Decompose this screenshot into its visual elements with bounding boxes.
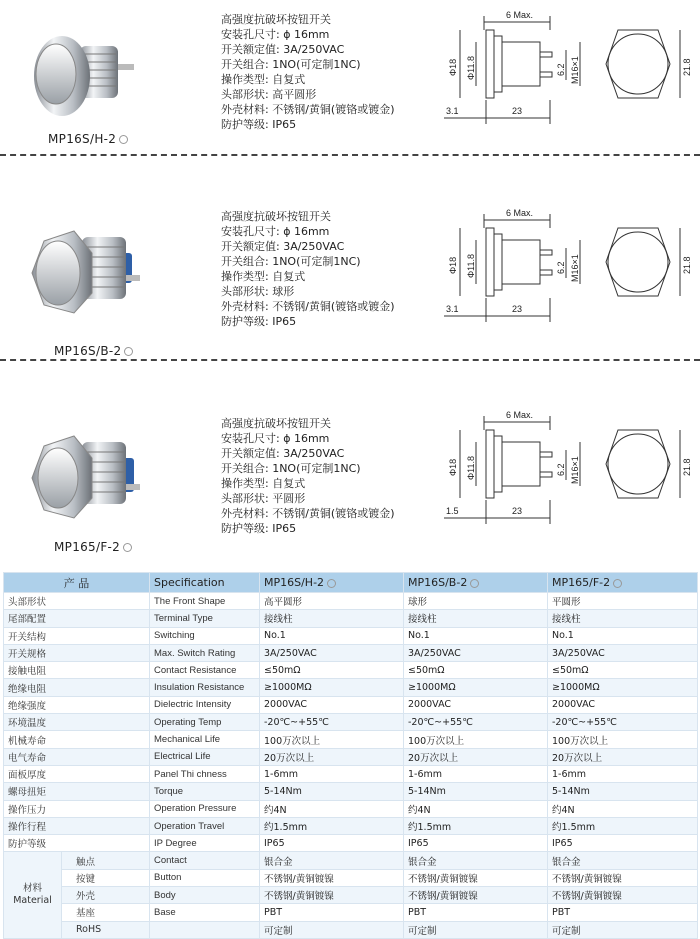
cell-value: -20℃~+55℃: [404, 714, 548, 731]
cell-value: 接线柱: [260, 610, 404, 627]
cell-value: 5-14Nm: [260, 783, 404, 800]
table-row: [4, 869, 698, 886]
dim-term-label: 6.2: [556, 63, 566, 76]
cell-value: 高平圆形: [260, 593, 404, 610]
spec-line: 外壳材料: 不锈钢/黄铜(镀铬或镀金): [221, 507, 395, 520]
product-specs: [221, 416, 395, 536]
spec-line: 头部形状: 平圆形: [221, 492, 306, 505]
table-row: [4, 887, 698, 904]
dim-hex-label: 21.8: [682, 256, 692, 274]
cell-value: 不锈钢/黄铜镀镍: [548, 869, 698, 886]
cell-value: 接线柱: [404, 610, 548, 627]
dim-length-label: 23: [512, 304, 523, 314]
table-header-row: [4, 573, 698, 593]
header-specification: Specification: [150, 573, 260, 593]
dim-hex-label: 21.8: [682, 458, 692, 476]
cell-value: 1-6mm: [260, 765, 404, 782]
product-section-2: [0, 195, 700, 365]
dim-left-label: 3.1: [446, 304, 459, 314]
product-specs: [221, 209, 395, 329]
cell-value: 2000VAC: [404, 696, 548, 713]
cell-value: 银合金: [404, 852, 548, 869]
row-label-cn: 操作压力: [4, 800, 150, 817]
table-row: [4, 627, 698, 644]
table-row: [4, 610, 698, 627]
material-part-en: Contact: [150, 852, 260, 869]
dim-term-label: 6.2: [556, 463, 566, 476]
dim-inner-label: Φ11.8: [466, 253, 476, 278]
cell-value: ≤50mΩ: [404, 662, 548, 679]
row-label-en: Dielectric Intensity: [150, 696, 260, 713]
dim-length-label: 23: [512, 106, 523, 116]
spec-line: 安装孔尺寸: ϕ 16mm: [221, 225, 330, 238]
specification-table: [3, 572, 698, 939]
spec-line: 高强度抗破坏按钮开关: [221, 13, 331, 26]
row-label-en: Panel Thi chness: [150, 765, 260, 782]
dim-top-label: 6 Max.: [506, 208, 534, 218]
table-row: [4, 921, 698, 938]
cell-value: No.1: [260, 627, 404, 644]
row-label-en: Contact Resistance: [150, 662, 260, 679]
dim-thread-label: M16×1: [570, 456, 580, 484]
table-row: [4, 714, 698, 731]
dim-thread-label: M16×1: [570, 56, 580, 84]
row-label-cn: 接触电阻: [4, 662, 150, 679]
material-part-en: Base: [150, 904, 260, 921]
table-row: [4, 696, 698, 713]
spec-line: 防护等级: IP65: [221, 522, 297, 535]
cell-value: 5-14Nm: [404, 783, 548, 800]
material-group-label: [4, 852, 62, 938]
row-label-en: IP Degree: [150, 835, 260, 852]
material-part-en: Body: [150, 887, 260, 904]
row-label-en: Max. Switch Rating: [150, 644, 260, 661]
product-specs: [221, 12, 395, 132]
product-model-label: MP16S/H-2: [48, 132, 128, 146]
table-row: [4, 662, 698, 679]
product-section-1: [0, 0, 700, 170]
switch-photo-flat: [22, 418, 142, 528]
cell-value: 3A/250VAC: [260, 644, 404, 661]
dim-hex-label: 21.8: [682, 58, 692, 76]
spec-line: 操作类型: 自复式: [221, 73, 306, 86]
row-label-cn: 螺母扭矩: [4, 783, 150, 800]
circle-icon: [613, 579, 622, 588]
table-row: [4, 593, 698, 610]
cell-value: 接线柱: [548, 610, 698, 627]
cell-value: 不锈钢/黄铜镀镍: [260, 869, 404, 886]
dim-left-label: 3.1: [446, 106, 459, 116]
cell-value: 约1.5mm: [548, 817, 698, 834]
product-model-label: MP16S/B-2: [54, 344, 133, 358]
material-part-cn: 基座: [62, 904, 150, 921]
table-row: [4, 835, 698, 852]
cell-value: 球形: [404, 593, 548, 610]
dim-inner-label: Φ11.8: [466, 55, 476, 80]
dim-term-label: 6.2: [556, 261, 566, 274]
cell-value: 约4N: [404, 800, 548, 817]
cell-value: PBT: [404, 904, 548, 921]
row-label-en: Electrical Life: [150, 748, 260, 765]
spec-line: 高强度抗破坏按钮开关: [221, 417, 331, 430]
spec-line: 开关额定值: 3A/250VAC: [221, 43, 345, 56]
spec-line: 头部形状: 球形: [221, 285, 295, 298]
cell-value: 约1.5mm: [404, 817, 548, 834]
header-model-3: MP165/F-2: [548, 573, 698, 593]
cell-value: 不锈钢/黄铜镀镍: [404, 887, 548, 904]
circle-icon: [470, 579, 479, 588]
row-label-cn: 电气寿命: [4, 748, 150, 765]
row-label-cn: 头部形状: [4, 593, 150, 610]
cell-value: 不锈钢/黄铜镀镍: [404, 869, 548, 886]
spec-line: 操作类型: 自复式: [221, 477, 306, 490]
cell-value: No.1: [548, 627, 698, 644]
cell-value: 不锈钢/黄铜镀镍: [260, 887, 404, 904]
cell-value: IP65: [548, 835, 698, 852]
cell-value: ≥1000MΩ: [260, 679, 404, 696]
row-label-en: Operating Temp: [150, 714, 260, 731]
material-part-en: Button: [150, 869, 260, 886]
cell-value: 1-6mm: [548, 765, 698, 782]
spec-line: 安装孔尺寸: ϕ 16mm: [221, 432, 330, 445]
dimension-drawing: [430, 198, 700, 328]
cell-value: 可定制: [404, 921, 548, 938]
cell-value: 可定制: [548, 921, 698, 938]
cell-value: 2000VAC: [260, 696, 404, 713]
spec-line: 开关组合: 1NO(可定制1NC): [221, 58, 361, 71]
cell-value: IP65: [260, 835, 404, 852]
table-row: [4, 783, 698, 800]
cell-value: 约4N: [260, 800, 404, 817]
row-label-en: Terminal Type: [150, 610, 260, 627]
spec-line: 开关组合: 1NO(可定制1NC): [221, 462, 361, 475]
material-part-cn: 按键: [62, 869, 150, 886]
dim-length-label: 23: [512, 506, 523, 516]
spec-line: 防护等级: IP65: [221, 118, 297, 131]
product-model-label: MP165/F-2: [54, 540, 132, 554]
row-label-cn: 尾部配置: [4, 610, 150, 627]
cell-value: 平圆形: [548, 593, 698, 610]
row-label-cn: 绝缘强度: [4, 696, 150, 713]
row-label-cn: 环境温度: [4, 714, 150, 731]
cell-value: PBT: [548, 904, 698, 921]
table-row: [4, 644, 698, 661]
switch-photo-high-flat: [22, 18, 142, 128]
material-part-cn: 触点: [62, 852, 150, 869]
row-label-cn: 开关结构: [4, 627, 150, 644]
spec-line: 操作类型: 自复式: [221, 270, 306, 283]
cell-value: 100万次以上: [404, 731, 548, 748]
cell-value: PBT: [260, 904, 404, 921]
spec-line: 头部形状: 高平圆形: [221, 88, 317, 101]
dim-top-label: 6 Max.: [506, 10, 534, 20]
circle-icon: [123, 543, 132, 552]
table-row: [4, 731, 698, 748]
cell-value: -20℃~+55℃: [260, 714, 404, 731]
section-divider: [0, 359, 700, 361]
row-label-en: Operation Pressure: [150, 800, 260, 817]
row-label-en: Torque: [150, 783, 260, 800]
table-row: [4, 904, 698, 921]
row-label-en: Operation Travel: [150, 817, 260, 834]
dim-outer-label: Φ18: [448, 458, 458, 476]
material-label-cn: 材料: [22, 883, 42, 895]
cell-value: 约4N: [548, 800, 698, 817]
header-product: 产 品: [4, 573, 150, 593]
spec-line: 高强度抗破坏按钮开关: [221, 210, 331, 223]
header-model-2: MP16S/B-2: [404, 573, 548, 593]
table-row: [4, 748, 698, 765]
cell-value: 可定制: [260, 921, 404, 938]
cell-value: -20℃~+55℃: [548, 714, 698, 731]
cell-value: 100万次以上: [260, 731, 404, 748]
cell-value: 20万次以上: [404, 748, 548, 765]
cell-value: 2000VAC: [548, 696, 698, 713]
row-label-cn: 操作行程: [4, 817, 150, 834]
cell-value: IP65: [404, 835, 548, 852]
dim-inner-label: Φ11.8: [466, 455, 476, 480]
cell-value: No.1: [404, 627, 548, 644]
spec-line: 防护等级: IP65: [221, 315, 297, 328]
cell-value: 100万次以上: [548, 731, 698, 748]
product-section-3: [0, 400, 700, 570]
table-row: [4, 852, 698, 869]
cell-value: 约1.5mm: [260, 817, 404, 834]
circle-icon: [327, 579, 336, 588]
section-divider: [0, 154, 700, 156]
cell-value: 银合金: [260, 852, 404, 869]
material-part-en: [150, 921, 260, 938]
cell-value: ≥1000MΩ: [548, 679, 698, 696]
cell-value: 20万次以上: [548, 748, 698, 765]
table-row: [4, 679, 698, 696]
dimension-drawing: [430, 400, 700, 530]
circle-icon: [119, 135, 128, 144]
dim-outer-label: Φ18: [448, 58, 458, 76]
spec-line: 开关额定值: 3A/250VAC: [221, 240, 345, 253]
row-label-en: Insulation Resistance: [150, 679, 260, 696]
cell-value: 5-14Nm: [548, 783, 698, 800]
row-label-en: The Front Shape: [150, 593, 260, 610]
cell-value: ≤50mΩ: [548, 662, 698, 679]
dimension-drawing: [430, 0, 700, 130]
dim-left-label: 1.5: [446, 506, 459, 516]
row-label-cn: 防护等级: [4, 835, 150, 852]
cell-value: 银合金: [548, 852, 698, 869]
cell-value: ≤50mΩ: [260, 662, 404, 679]
material-label-en: Material: [13, 895, 52, 907]
spec-line: 外壳材料: 不锈钢/黄铜(镀铬或镀金): [221, 103, 395, 116]
row-label-cn: 绝缘电阻: [4, 679, 150, 696]
cell-value: 1-6mm: [404, 765, 548, 782]
spec-line: 开关额定值: 3A/250VAC: [221, 447, 345, 460]
circle-icon: [124, 347, 133, 356]
cell-value: 20万次以上: [260, 748, 404, 765]
material-part-cn: RoHS: [62, 921, 150, 938]
cell-value: 3A/250VAC: [404, 644, 548, 661]
table-row: [4, 817, 698, 834]
row-label-cn: 面板厚度: [4, 765, 150, 782]
dim-thread-label: M16×1: [570, 254, 580, 282]
cell-value: 3A/250VAC: [548, 644, 698, 661]
switch-photo-ball: [22, 213, 142, 323]
row-label-cn: 开关规格: [4, 644, 150, 661]
spec-line: 安装孔尺寸: ϕ 16mm: [221, 28, 330, 41]
cell-value: ≥1000MΩ: [404, 679, 548, 696]
spec-line: 外壳材料: 不锈钢/黄铜(镀铬或镀金): [221, 300, 395, 313]
row-label-en: Switching: [150, 627, 260, 644]
table-row: [4, 765, 698, 782]
dim-outer-label: Φ18: [448, 256, 458, 274]
row-label-en: Mechanical Life: [150, 731, 260, 748]
spec-line: 开关组合: 1NO(可定制1NC): [221, 255, 361, 268]
header-model-1: MP16S/H-2: [260, 573, 404, 593]
row-label-cn: 机械寿命: [4, 731, 150, 748]
table-row: [4, 800, 698, 817]
material-part-cn: 外壳: [62, 887, 150, 904]
cell-value: 不锈钢/黄铜镀镍: [548, 887, 698, 904]
dim-top-label: 6 Max.: [506, 410, 534, 420]
